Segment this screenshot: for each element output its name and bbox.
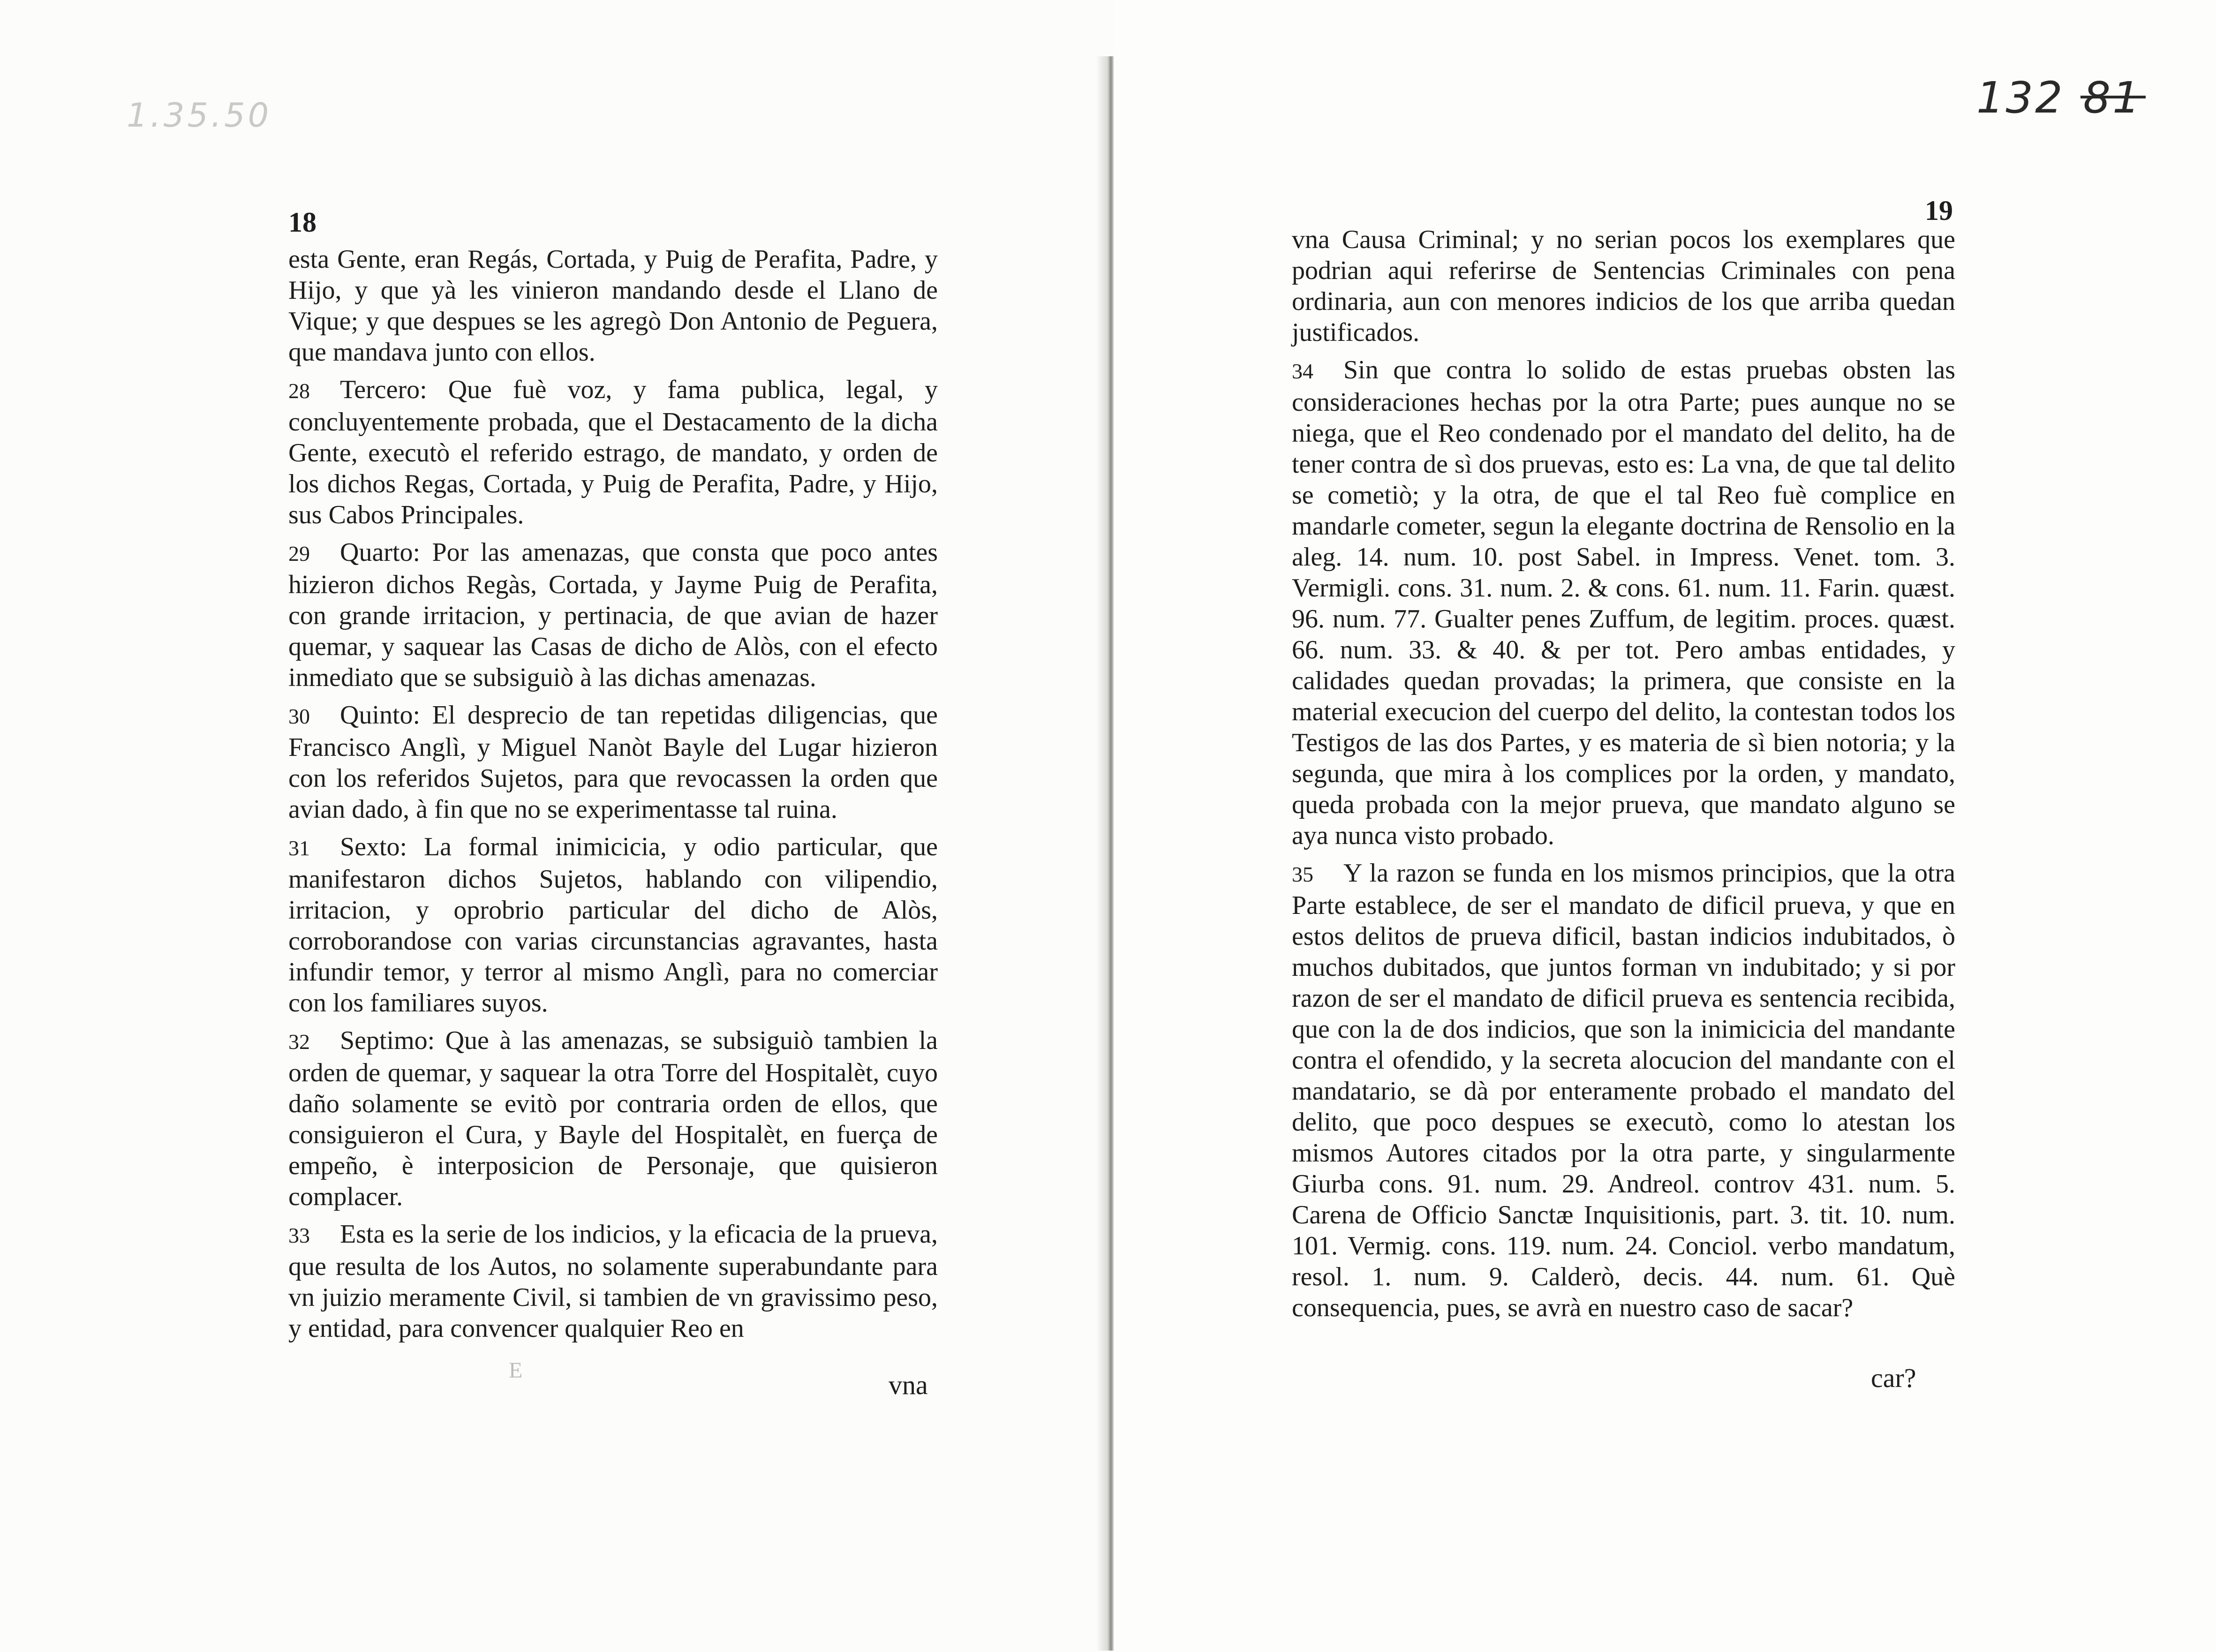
paragraph-29 [288, 537, 938, 693]
paragraph-text: Esta es la serie de los indicios, y la eficacia de la prueva, que resulta de los Autos, no solamente superabundante para vn juizio meramente Civil, si tambien de vn gravissimo peso, y entidad, para convencer qualquier Reo en [288, 1220, 938, 1343]
paragraph-34 [1292, 355, 1955, 851]
paragraph-text: Quinto: El desprecio de tan repetidas diligencias, que Francisco Anglì, y Miguel Nanòt Bayle del Lugar hizieron con los referidos Sujetos, para que revocassen la orden que avian dado, à fin que no se experimentasse tal ruina. [288, 701, 938, 824]
right-text-block [1292, 224, 1955, 1330]
paragraph-number: 33 [288, 1223, 310, 1247]
paragraph-text: Septimo: Que à las amenazas, se subsiguiò tambien la orden de quemar, y saquear la otra Torre del Hospitalèt, cuyo daño solamente se evitò por contraria orden de ellos, que consiguieron el Cura, y Bayle del Hospitalèt, en fuerça de empeño, è interposicion de Personaje, que quisieron complacer. [288, 1026, 938, 1211]
paragraph-text: Y la razon se funda en los mismos principios, que la otra Parte establece, de ser el mandato de dificil prueva, y que en estos delitos de prueva dificil, bastan indicios indubitados, ò muchos dubitados, que juntos forman vn indubitado; y si por razon de ser el mandato de dificil prueva es sentencia recibida, que con la de dos indicios, que son la inimicicia del mandante contra el ofendido, y la secreta alocucion del mandante con el mandatario, se dà por enteramente probado el mandato del delito, que poco despues se executò, como lo atestan los mismos Autores citados por la otra parte, y singularmente Giurba cons. 91. num. 29. Andreol. controv 431. num. 5. Carena de Officio Sanctæ Inquisitionis, part. 3. tit. 10. num. 101. Vermig. cons. 119. num. 24. Conciol. verbo mandatum, resol. 1. num. 9. Calderò, decis. 44. num. 61. Què consequencia, pues, se avrà en nuestro caso de sacar? [1292, 859, 1955, 1322]
struck-folio-number: 81 [2083, 73, 2142, 123]
paragraph-text: Quarto: Por las amenazas, que consta que poco antes hizieron dichos Regàs, Cortada, y Jayme Puig de Perafita, con grande irritacion, y pertinacia, de que avian de hazer quemar, y saquear las Casas de dicho de Alòs, con el efecto inmediato que se subsiguiò à las dichas amenazas. [288, 538, 938, 692]
paragraph-number: 28 [288, 379, 310, 403]
right-lead-text: vna Causa Criminal; y no serian pocos los exemplares que podrian aqui referirse de Sentencias Criminales con pena ordinaria, aun con menores indicios de los que arriba quedan justificados. [1292, 225, 1955, 347]
paragraph-31 [288, 831, 938, 1018]
paragraph-35 [1292, 858, 1955, 1323]
paragraph-number: 32 [288, 1030, 310, 1054]
margin-mark: 1.35.50 [127, 96, 272, 135]
paragraph-28 [288, 374, 938, 530]
paragraph-30 [288, 700, 938, 825]
folio-number: 132 [1976, 73, 2065, 123]
catchword-right: car? [1871, 1363, 1916, 1393]
paragraph-text: Sin que contra lo solido de estas pruebas obsten las consideraciones hechas por la otra Parte; pues aunque no se niega, que el Reo condenado por el mandato del delito, ha de tener contra de sì dos pruevas, esto es: La vna, de que tal delito se cometiò; y la otra, de que el tal Reo fuè complice en mandarle cometer, segun la elegante doctrina de Rensolio en la aleg. 14. num. 10. post Sabel. in Impress. Venet. tom. 3. Vermigli. cons. 31. num. 2. & cons. 61. num. 11. Farin. quæst. 96. num. 77. Gualter penes Zuffum, de legitim. proces. quæst. 66. num. 33. & 40. & per tot. Pero ambas entidades, y calidades quedan provadas; la primera, que consiste en la material execucion del cuerpo del delito, la contestan todos los Testigos de las dos Partes, y es materia de sì bien notoria; y la segunda, que mira à los complices por la orden, y mandato, queda probada con la mejor prueva, que mandato alguno se aya nunca visto probado. [1292, 355, 1955, 850]
signature-mark: E [509, 1358, 523, 1383]
paragraph-32 [288, 1025, 938, 1212]
paragraph-number: 34 [1292, 359, 1313, 383]
paragraph-number: 30 [288, 704, 310, 728]
paragraph-33 [288, 1219, 938, 1344]
paragraph-number: 29 [288, 542, 310, 566]
paragraph-number: 35 [1292, 862, 1313, 886]
page-number-right: 19 [1925, 195, 1953, 226]
paragraph-text: Sexto: La formal inimicicia, y odio particular, que manifestaron dichos Sujetos, hablando con vilipendio, irritacion, y oprobrio particular del dicho de Alòs, corroborandose con varias circunstancias agravantes, hasta infundir temor, y terror al mismo Anglì, para no comerciar con los familiares suyos. [288, 832, 938, 1018]
page-number-left: 18 [288, 207, 317, 238]
catchword-left: vna [889, 1370, 928, 1400]
left-text-block [288, 244, 938, 1350]
archive-folio-number [1976, 73, 2142, 123]
left-lead-text: esta Gente, eran Regás, Cortada, y Puig de Perafita, Padre, y Hijo, y que yà les vinieron mandando desde el Llano de Vique; y que despues se les agregò Don Antonio de Peguera, que mandava junto con ellos. [288, 245, 938, 367]
paragraph-number: 31 [288, 836, 310, 860]
paragraph-text: Tercero: Que fuè voz, y fama publica, legal, y concluyentemente probada, que el Destacamento de la dicha Gente, executò el referido estrago, de mandato, y orden de los dichos Regas, Cortada, y Puig de Perafita, Padre, y Hijo, sus Cabos Principales. [288, 375, 938, 529]
